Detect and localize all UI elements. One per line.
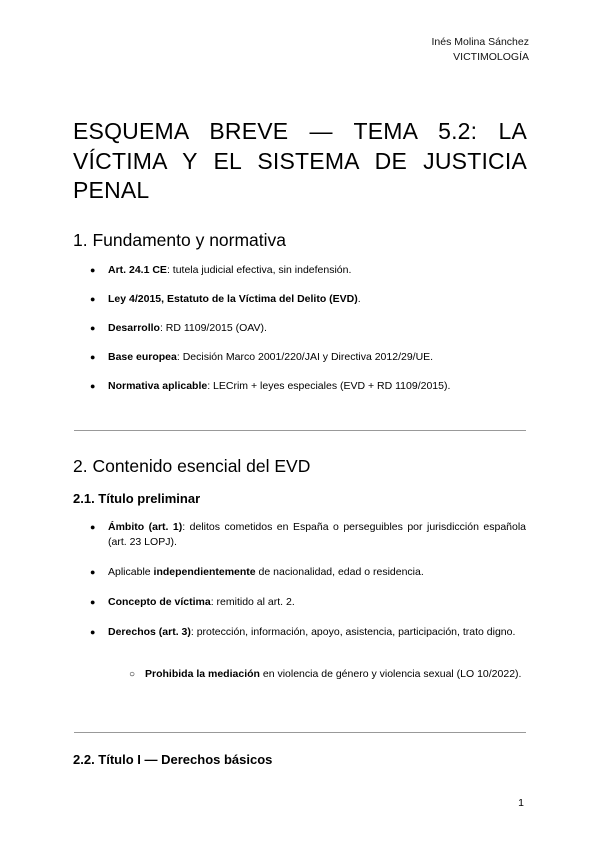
- sub-list-item: Prohibida la mediación en violencia de género y violencia sexual (LO 10/2022).: [145, 668, 522, 680]
- page-number: 1: [518, 797, 524, 809]
- list-item: Base europea: Decisión Marco 2001/220/JAI y Directiva 2012/29/UE.: [108, 351, 434, 363]
- bullet-icon: ●: [90, 265, 96, 275]
- list-item: Desarrollo: RD 1109/2015 (OAV).: [108, 322, 267, 334]
- list-item: Ley 4/2015, Estatuto de la Víctima del Delito (EVD).: [108, 293, 361, 305]
- section-2-heading: 2. Contenido esencial del EVD: [73, 456, 311, 476]
- list-item: Concepto de víctima: remitido al art. 2.: [108, 596, 295, 608]
- document-title: ESQUEMA BREVE — TEMA 5.2: LA VÍCTIMA Y EL SISTEMA DE JUSTICIA PENAL: [73, 118, 527, 203]
- bullet-icon: ●: [90, 627, 96, 637]
- bullet-icon: ●: [90, 323, 96, 333]
- sub-bullet-icon: ○: [129, 669, 136, 680]
- divider: [74, 732, 526, 733]
- subsection-2-1-heading: 2.1. Título preliminar: [73, 491, 201, 506]
- bullet-icon: ●: [90, 597, 96, 607]
- bullet-icon: ●: [90, 352, 96, 362]
- divider: [74, 430, 526, 431]
- list-item: Normativa aplicable: LECrim + leyes especiales (EVD + RD 1109/2015).: [108, 380, 451, 392]
- subsection-2-2-heading: 2.2. Título I — Derechos básicos: [73, 752, 273, 767]
- section-1-heading: 1. Fundamento y normativa: [73, 230, 287, 250]
- bullet-icon: ●: [90, 567, 96, 577]
- list-item: Ámbito (art. 1): delitos cometidos en España o perseguibles por jurisdicción española (art. 23 LOPJ).: [108, 521, 527, 548]
- subject-name: VICTIMOLOGÍA: [453, 51, 529, 63]
- author-name: Inés Molina Sánchez: [431, 36, 529, 48]
- list-item: Derechos (art. 3): protección, información, apoyo, asistencia, participación, trato digno.: [108, 626, 516, 638]
- list-item: Art. 24.1 CE: tutela judicial efectiva, sin indefensión.: [108, 264, 352, 276]
- bullet-icon: ●: [90, 522, 96, 532]
- list-item: Aplicable independientemente de nacionalidad, edad o residencia.: [108, 566, 424, 578]
- page-header: [432, 35, 529, 65]
- bullet-icon: ●: [90, 381, 96, 391]
- bullet-icon: ●: [90, 294, 96, 304]
